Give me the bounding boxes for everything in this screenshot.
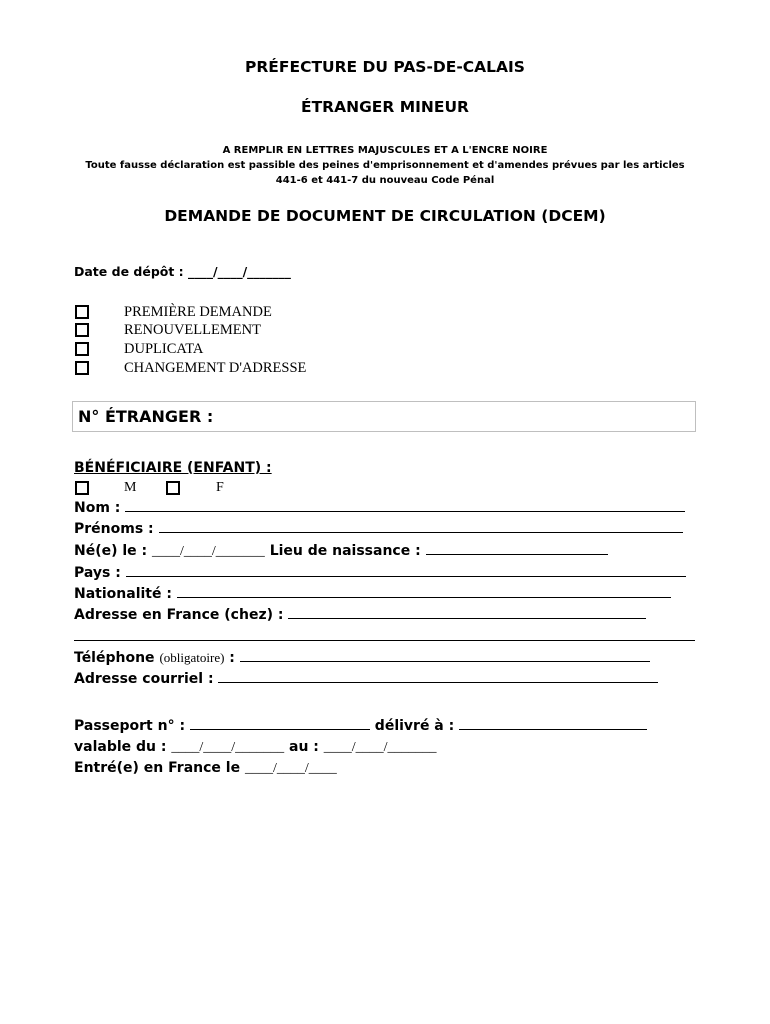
validity-field[interactable] xyxy=(74,738,437,757)
adresse-label: Adresse en France (chez) : xyxy=(74,607,284,623)
pays-field[interactable] xyxy=(74,564,686,582)
warning-line-1: Toute fausse déclaration est passible des peines d'emprisonnement et d'amendes prévues par les articles xyxy=(85,160,685,171)
entry-field[interactable] xyxy=(74,759,337,778)
validity-to-label: au : xyxy=(289,739,319,755)
birth-date-blank[interactable]: ____/____/_______ xyxy=(152,544,265,559)
checkbox[interactable] xyxy=(75,342,89,356)
passport-field[interactable] xyxy=(74,717,647,735)
warning-line-2: 441-6 et 441-7 du nouveau Code Pénal xyxy=(275,175,495,186)
checkbox[interactable] xyxy=(75,305,89,319)
prenoms-field[interactable] xyxy=(74,520,683,538)
request-type-duplicate[interactable] xyxy=(75,340,204,358)
deposit-date-field[interactable]: ____/____/_______ xyxy=(188,264,291,279)
nationalite-field[interactable] xyxy=(74,585,671,603)
passport-number-label: Passeport n° : xyxy=(74,718,186,734)
sex-m-label: M xyxy=(124,480,137,495)
adresse-continuation-line[interactable] xyxy=(74,628,695,641)
sex-f-checkbox[interactable] xyxy=(166,481,180,495)
nationalite-input-line[interactable] xyxy=(177,585,671,598)
pays-input-line[interactable] xyxy=(126,564,686,577)
adresse-field[interactable] xyxy=(74,606,646,624)
deposit-date-label: Date de dépôt : xyxy=(74,264,184,279)
instruction-text: A REMPLIR EN LETTRES MAJUSCULES ET A L'ENCRE NOIRE xyxy=(222,145,548,156)
courriel-input-line[interactable] xyxy=(218,670,658,683)
beneficiary-heading: BÉNÉFICIAIRE (ENFANT) : xyxy=(74,460,272,476)
deposit-date xyxy=(74,263,291,281)
telephone-colon: : xyxy=(229,650,235,666)
nom-field[interactable] xyxy=(74,499,685,517)
checkbox[interactable] xyxy=(75,323,89,337)
telephone-input-line[interactable] xyxy=(240,649,650,662)
prenoms-label: Prénoms : xyxy=(74,521,154,537)
pays-label: Pays : xyxy=(74,565,121,581)
prefecture-title: PRÉFECTURE DU PAS-DE-CALAIS xyxy=(245,58,525,76)
birth-date-label: Né(e) le : xyxy=(74,543,148,559)
passport-number-input-line[interactable] xyxy=(190,717,370,730)
foreigner-number-label: N° ÉTRANGER : xyxy=(78,407,214,426)
foreigner-number-box[interactable] xyxy=(72,401,696,432)
passport-issued-input-line[interactable] xyxy=(459,717,647,730)
entry-date-label: Entré(e) en France le xyxy=(74,760,241,776)
validity-from-label: valable du : xyxy=(74,739,167,755)
birth-field[interactable] xyxy=(74,542,608,561)
validity-from-blank[interactable]: ____/____/_______ xyxy=(171,740,285,755)
adresse-input-line[interactable] xyxy=(288,606,646,619)
validity-to-blank[interactable]: ____/____/_______ xyxy=(323,740,437,755)
checkbox[interactable] xyxy=(75,361,89,375)
birth-place-label: Lieu de naissance : xyxy=(269,543,421,559)
courriel-label: Adresse courriel : xyxy=(74,671,214,687)
telephone-note: (obligatoire) xyxy=(159,650,225,665)
request-type-label: RENOUVELLEMENT xyxy=(124,322,261,338)
request-type-label: PREMIÈRE DEMANDE xyxy=(124,304,272,320)
request-type-renewal[interactable] xyxy=(75,321,261,339)
nom-label: Nom : xyxy=(74,500,121,516)
nationalite-label: Nationalité : xyxy=(74,586,172,602)
request-type-label: CHANGEMENT D'ADRESSE xyxy=(124,360,307,376)
request-type-label: DUPLICATA xyxy=(124,341,204,357)
request-type-first[interactable] xyxy=(75,303,272,321)
courriel-field[interactable] xyxy=(74,670,658,688)
passport-issued-label: délivré à : xyxy=(374,718,455,734)
birth-place-input-line[interactable] xyxy=(426,542,608,555)
form-title: DEMANDE DE DOCUMENT DE CIRCULATION (DCEM) xyxy=(164,207,606,225)
entry-date-blank[interactable]: ____/____/____ xyxy=(244,761,337,776)
form-subtitle: ÉTRANGER MINEUR xyxy=(301,98,469,116)
telephone-field[interactable] xyxy=(74,649,650,667)
telephone-label: Téléphone xyxy=(74,650,155,666)
nom-input-line[interactable] xyxy=(125,499,685,512)
prenoms-input-line[interactable] xyxy=(159,520,683,533)
sex-f-label: F xyxy=(216,480,224,495)
sex-m-checkbox[interactable] xyxy=(75,481,89,495)
sex-selector xyxy=(75,479,224,497)
request-type-address-change[interactable] xyxy=(75,359,307,377)
